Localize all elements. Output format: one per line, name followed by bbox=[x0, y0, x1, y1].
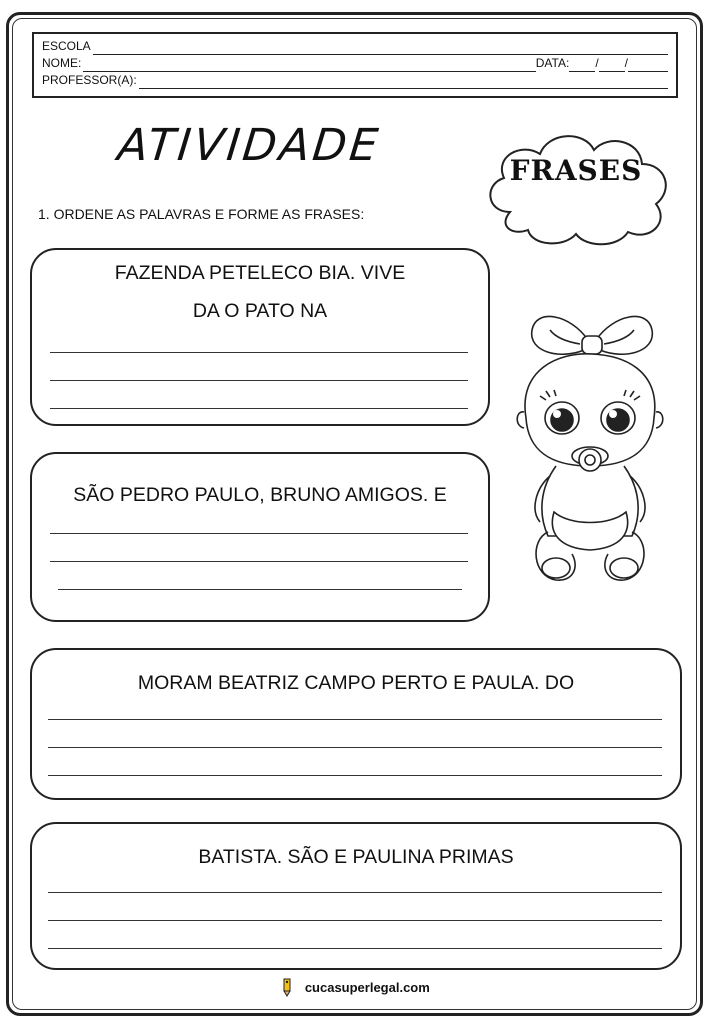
answer-line[interactable] bbox=[50, 561, 468, 562]
date-year-field[interactable] bbox=[628, 59, 668, 72]
answer-line[interactable] bbox=[48, 747, 662, 748]
sentence-card bbox=[30, 452, 490, 622]
sentence-card bbox=[30, 648, 682, 800]
teacher-label: PROFESSOR(A): bbox=[42, 73, 137, 87]
name-field[interactable] bbox=[83, 59, 535, 72]
answer-line[interactable] bbox=[48, 920, 662, 921]
name-label: NOME: bbox=[42, 56, 82, 70]
page-title: ATIVIDADE bbox=[115, 120, 384, 171]
teacher-field[interactable] bbox=[139, 76, 668, 89]
school-row bbox=[42, 38, 668, 55]
scrambled-sentence: MORAM BEATRIZ CAMPO PERTO E PAULA. DO bbox=[137, 672, 575, 694]
footer bbox=[0, 977, 709, 1000]
answer-line[interactable] bbox=[50, 408, 468, 409]
answer-line[interactable] bbox=[48, 719, 662, 720]
date-separator: / bbox=[595, 56, 599, 70]
cloud-icon bbox=[480, 126, 676, 248]
scrambled-sentence: SÃO PEDRO PAULO, BRUNO AMIGOS. E bbox=[73, 484, 447, 506]
baby-with-bow-icon bbox=[510, 300, 670, 596]
pencil-mascot-icon bbox=[279, 977, 295, 1000]
answer-line[interactable] bbox=[48, 775, 662, 776]
answer-line[interactable] bbox=[58, 589, 462, 590]
name-row bbox=[42, 55, 668, 72]
footer-site-link[interactable]: cucasuperlegal.com bbox=[304, 979, 430, 995]
scrambled-sentence-line1: FAZENDA PETELECO BIA. VIVE bbox=[114, 262, 406, 284]
answer-line[interactable] bbox=[50, 380, 468, 381]
topic-badge: FRASES bbox=[509, 154, 643, 187]
date-separator: / bbox=[624, 56, 628, 70]
answer-line[interactable] bbox=[48, 892, 662, 893]
answer-line[interactable] bbox=[50, 352, 468, 353]
date-label: DATA: bbox=[535, 56, 570, 70]
student-info-header bbox=[32, 32, 678, 98]
scrambled-sentence: BATISTA. SÃO E PAULINA PRIMAS bbox=[198, 846, 514, 868]
instruction-text: 1. ORDENE AS PALAVRAS E FORME AS FRASES: bbox=[38, 206, 365, 222]
date-day-field[interactable] bbox=[569, 59, 595, 72]
answer-line[interactable] bbox=[48, 948, 662, 949]
school-label: ESCOLA bbox=[42, 39, 91, 53]
answer-line[interactable] bbox=[50, 533, 468, 534]
scrambled-sentence-line2: DA O PATO NA bbox=[192, 300, 328, 322]
teacher-row bbox=[42, 72, 668, 89]
school-field[interactable] bbox=[93, 42, 668, 55]
date-month-field[interactable] bbox=[599, 59, 625, 72]
